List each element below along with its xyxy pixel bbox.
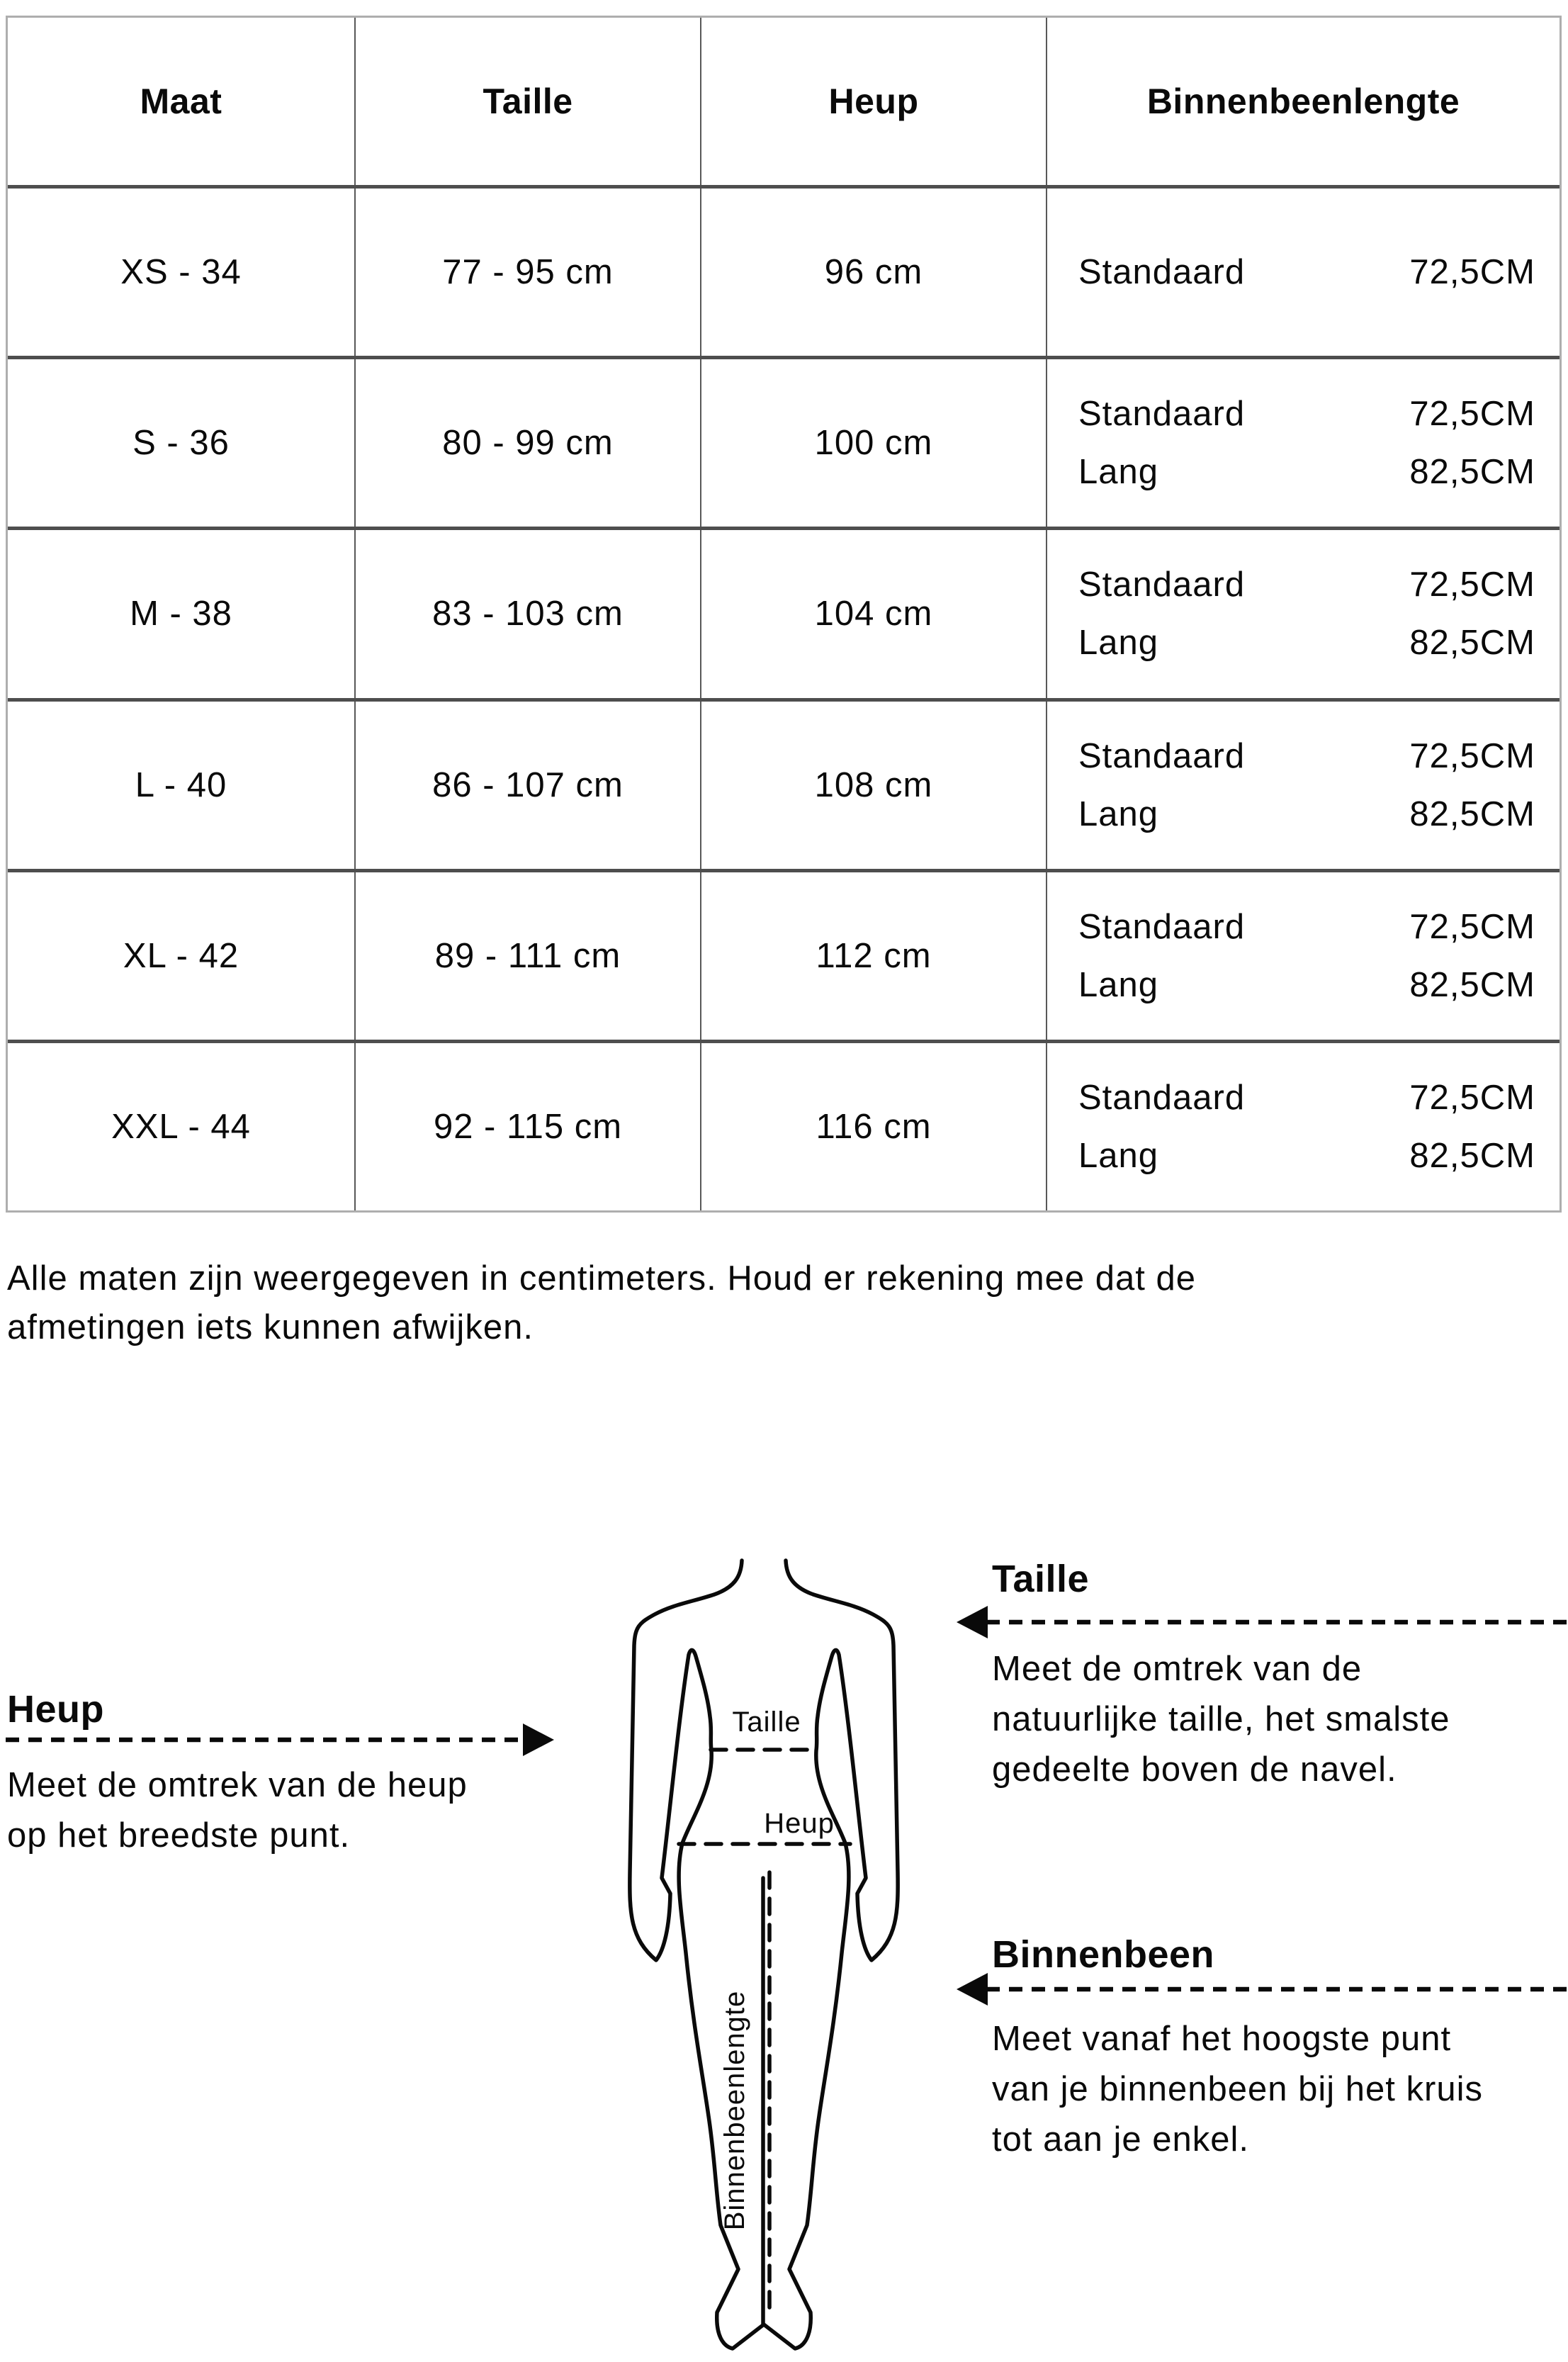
fit-label: Lang bbox=[1078, 624, 1159, 663]
cell-maat: S - 36 bbox=[132, 424, 230, 463]
fit-value: 82,5CM bbox=[1409, 1136, 1535, 1175]
heup-arrowhead-icon bbox=[523, 1723, 554, 1756]
header-taille: Taille bbox=[354, 18, 700, 185]
fit-value: 72,5CM bbox=[1409, 253, 1535, 292]
fit-value: 72,5CM bbox=[1409, 566, 1535, 604]
cell-taille: 92 - 115 cm bbox=[354, 1043, 700, 1210]
fit-value: 72,5CM bbox=[1409, 395, 1535, 434]
fit-label: Lang bbox=[1078, 1136, 1159, 1175]
footnote-line: afmetingen iets kunnen afwijken. bbox=[7, 1308, 534, 1346]
fit-label: Standaard bbox=[1078, 566, 1246, 604]
figure-label-taille: Taille bbox=[732, 1706, 801, 1738]
fit-label: Lang bbox=[1078, 453, 1159, 492]
taille-arrowhead-icon bbox=[957, 1606, 988, 1638]
cell-maat: M - 38 bbox=[130, 595, 232, 634]
cell-maat: XL - 42 bbox=[123, 936, 239, 975]
cell-heup: 112 cm bbox=[700, 872, 1046, 1040]
fit-value: 82,5CM bbox=[1409, 624, 1535, 663]
body-outline-right bbox=[764, 1560, 898, 2349]
cell-taille: 80 - 99 cm bbox=[354, 359, 700, 527]
fit-label: Standaard bbox=[1078, 907, 1246, 946]
figure-label-binnenbeenlengte: Binnenbeenlengte bbox=[719, 1990, 750, 2231]
desc-line: Meet de omtrek van de heup bbox=[7, 1766, 468, 1804]
cell-taille: 89 - 111 cm bbox=[354, 872, 700, 1040]
desc-line: Meet de omtrek van de bbox=[992, 1650, 1363, 1688]
fit-value: 72,5CM bbox=[1409, 1078, 1535, 1117]
cell-heup: 96 cm bbox=[700, 189, 1046, 356]
cell-maat: L - 40 bbox=[135, 765, 227, 804]
cell-maat: XS - 34 bbox=[120, 253, 242, 292]
fit-label: Standaard bbox=[1078, 1078, 1246, 1117]
cell-heup: 108 cm bbox=[700, 702, 1046, 869]
fit-label: Standaard bbox=[1078, 395, 1246, 434]
desc-line: gedeelte boven de navel. bbox=[992, 1750, 1397, 1789]
heup-section-title: Heup bbox=[7, 1688, 104, 1731]
desc-line: natuurlijke taille, het smalste bbox=[992, 1700, 1450, 1738]
header-maat: Maat bbox=[140, 81, 222, 121]
fit-value: 72,5CM bbox=[1409, 736, 1535, 775]
binnenbeen-section-title: Binnenbeen bbox=[992, 1933, 1215, 1976]
cell-taille: 83 - 103 cm bbox=[354, 530, 700, 697]
cell-taille: 77 - 95 cm bbox=[354, 189, 700, 356]
cell-taille: 86 - 107 cm bbox=[354, 702, 700, 869]
desc-line: op het breedste punt. bbox=[7, 1816, 351, 1855]
fit-label: Lang bbox=[1078, 794, 1159, 833]
header-heup: Heup bbox=[700, 18, 1046, 185]
fit-value: 82,5CM bbox=[1409, 794, 1535, 833]
binnenbeen-arrowhead-icon bbox=[957, 1973, 988, 2006]
cell-maat: XXL - 44 bbox=[111, 1107, 251, 1146]
fit-value: 82,5CM bbox=[1409, 453, 1535, 492]
cell-heup: 116 cm bbox=[700, 1043, 1046, 1210]
fit-label: Standaard bbox=[1078, 253, 1246, 292]
cell-heup: 104 cm bbox=[700, 530, 1046, 697]
footnote-line: Alle maten zijn weergegeven in centimeters. Houd er rekening mee dat de bbox=[7, 1259, 1196, 1298]
header-binnenbeenlengte: Binnenbeenlengte bbox=[1046, 18, 1559, 185]
taille-section-title: Taille bbox=[992, 1558, 1090, 1600]
cell-heup: 100 cm bbox=[700, 359, 1046, 527]
fit-label: Standaard bbox=[1078, 736, 1246, 775]
fit-value: 82,5CM bbox=[1409, 965, 1535, 1004]
fit-value: 72,5CM bbox=[1409, 907, 1535, 946]
desc-line: van je binnenbeen bij het kruis bbox=[992, 2070, 1483, 2108]
desc-line: Meet vanaf het hoogste punt bbox=[992, 2020, 1452, 2058]
desc-line: tot aan je enkel. bbox=[992, 2120, 1249, 2159]
figure-label-heup: Heup bbox=[764, 1808, 835, 1839]
fit-label: Lang bbox=[1078, 965, 1159, 1004]
